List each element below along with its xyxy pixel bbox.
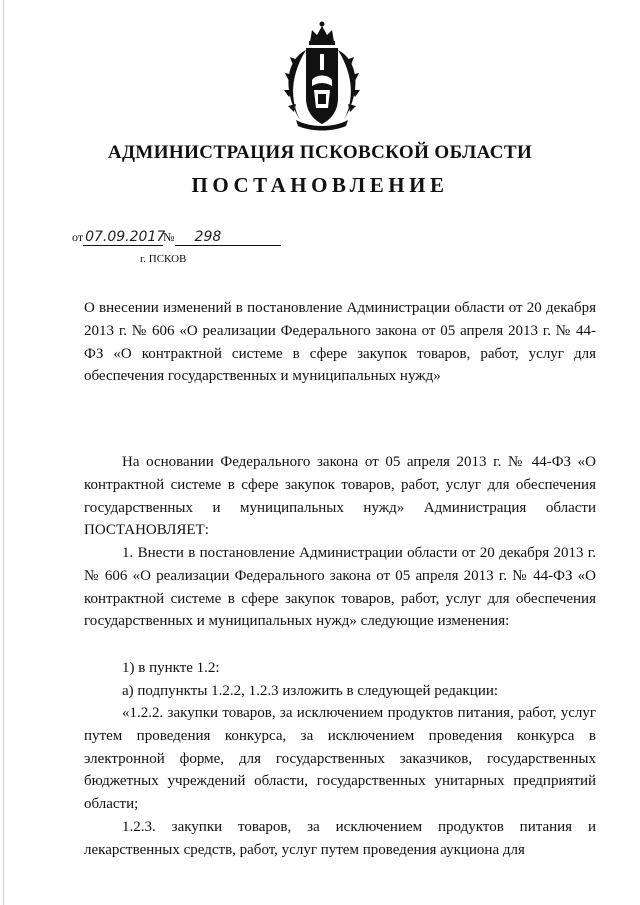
- handwritten-date: 07.09.2017: [85, 229, 166, 245]
- body-paragraph-1-2-2: «1.2.2. закупки товаров, за исключением продуктов питания, работ, услуг путем проведения конкурса, за исключением проведения конкурса в электронной форме, для государственных заказчиков, государственных бюджетных учреждений области, государственных унитарных предприятий области;: [84, 705, 596, 813]
- document-subject: О внесении изменений в постановление Администрации области от 20 декабря 2013 г. № 606 «О реализации Федерального закона от 05 апреля 2013 г. № 44-ФЗ «О контрактной системе в сфере закупок товаров, работ, услуг для обеспечения государственных и муниципальных нужд»: [84, 300, 596, 385]
- number-prefix: №: [163, 230, 175, 244]
- body-paragraph-subitem-a: а) подпункты 1.2.2, 1.2.3 изложить в следующей редакции:: [122, 683, 499, 699]
- handwritten-number: 298: [175, 229, 281, 246]
- body-paragraph-subitem-1: 1) в пункте 1.2:: [122, 660, 220, 676]
- pskov-coat-of-arms-icon: [276, 20, 368, 132]
- body-paragraph-basis: На основании Федерального закона от 05 апреля 2013 г. № 44-ФЗ «О контрактной системе в сфере закупок товаров, работ, услуг для обеспечения государственных и муниципальных нужд» Администрация области ПОСТАНОВЛЯЕТ:: [84, 454, 596, 539]
- city-label: г. ПСКОВ: [140, 253, 187, 265]
- document-type-title: ПОСТАНОВЛЕНИЕ: [191, 173, 449, 197]
- organization-title: АДМИНИСТРАЦИЯ ПСКОВСКОЙ ОБЛАСТИ: [107, 142, 533, 163]
- page-edge-line: [3, 0, 4, 905]
- date-prefix: от: [72, 230, 84, 244]
- date-number-line: [72, 229, 281, 246]
- body-paragraph-item-1: 1. Внести в постановление Администрации области от 20 декабря 2013 г. № 606 «О реализации Федерального закона от 05 апреля 2013 г. № 44-ФЗ «О контрактной системе в сфере закупок товаров, работ, услуг для обеспечения государственных и муниципальных нужд» следующие изменения:: [84, 545, 596, 630]
- body-paragraph-1-2-3: 1.2.3. закупки товаров, за исключением продуктов питания и лекарственных средств, работ, услуг путем проведения аукциона для: [84, 819, 596, 858]
